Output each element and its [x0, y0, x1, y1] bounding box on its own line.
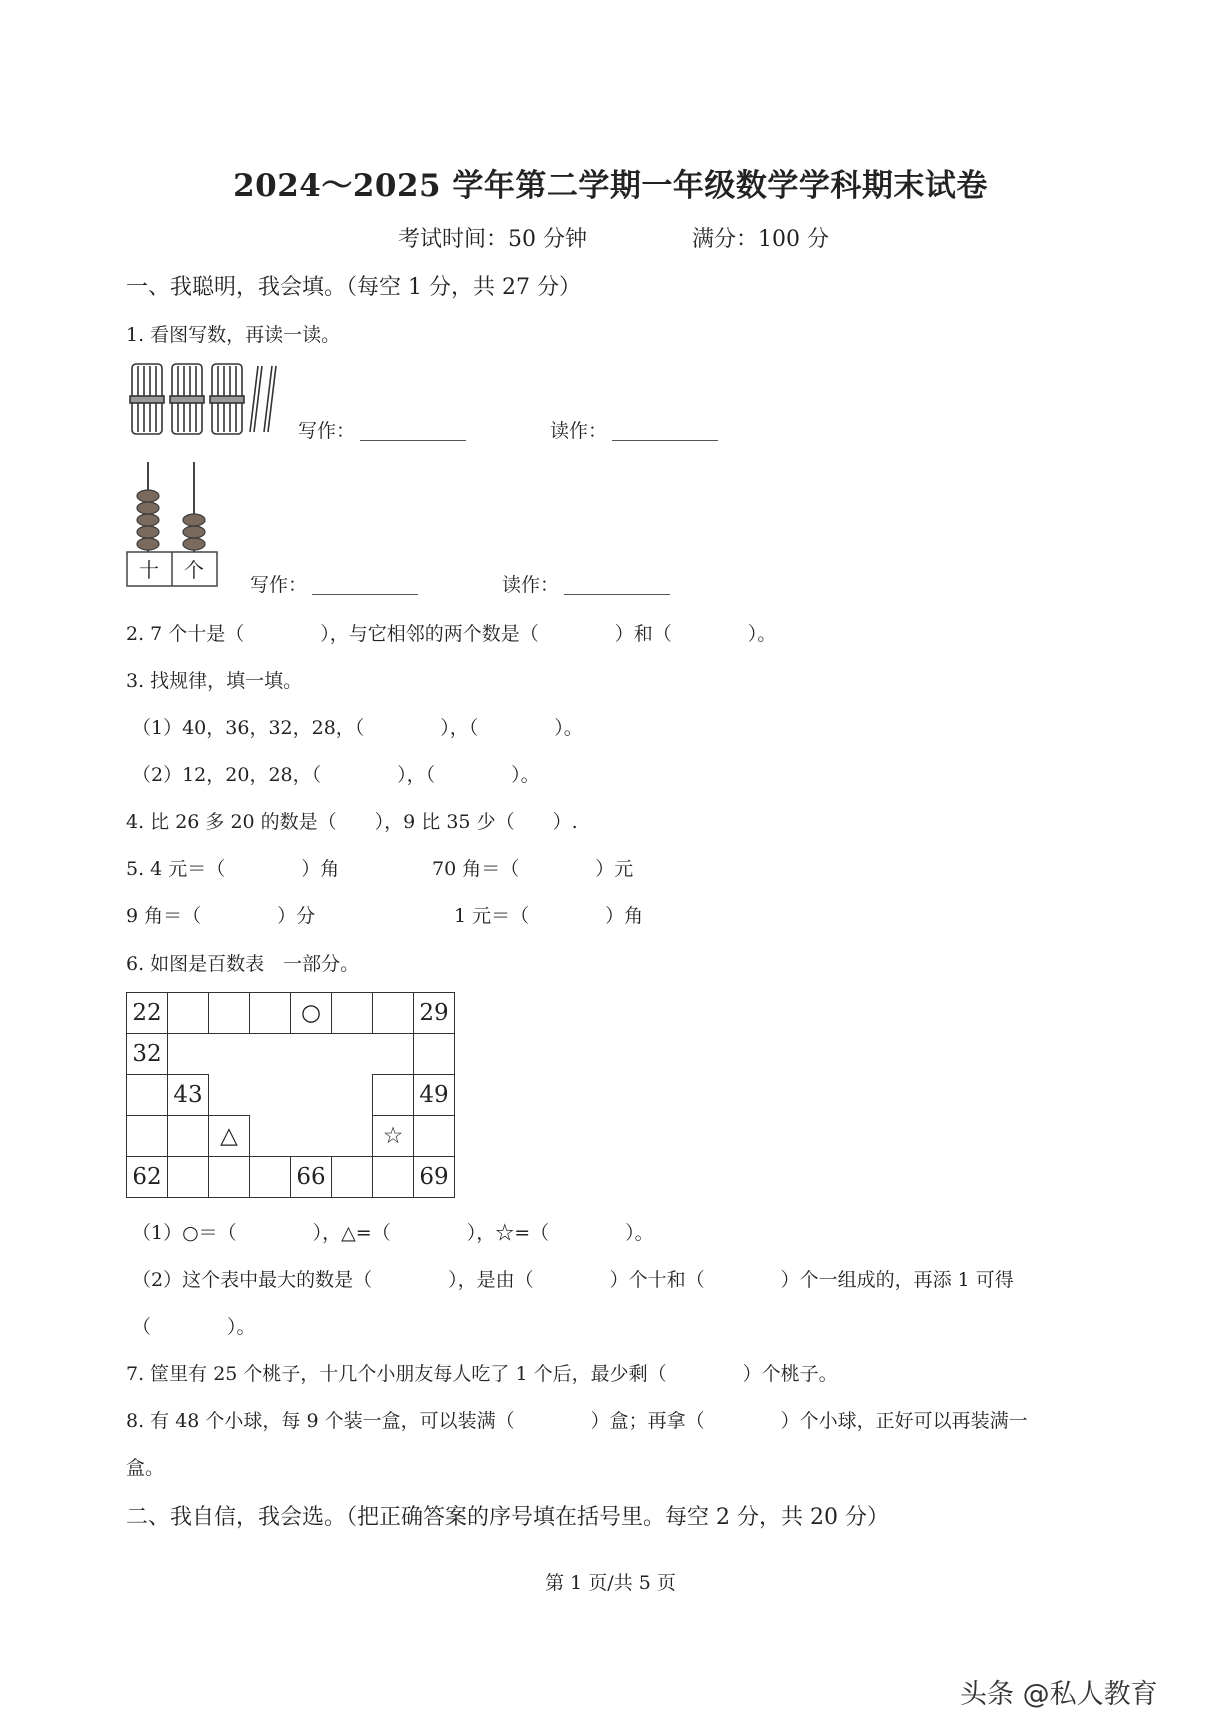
grid-cell: ○ — [291, 993, 332, 1034]
full-marks: 满分：100 分 — [692, 227, 829, 252]
grid-cell — [127, 1116, 168, 1157]
grid-cell: 32 — [127, 1034, 168, 1075]
abacus-image — [126, 458, 220, 590]
counting-sticks-image — [126, 360, 306, 440]
q1a-write-blank[interactable] — [360, 420, 466, 441]
question-3-part-1: （1）40，36，32，28，（ ），（ ）。 — [132, 717, 583, 739]
grid-cell — [373, 1157, 414, 1198]
grid-cell — [250, 1116, 291, 1157]
grid-cell: 29 — [414, 993, 455, 1034]
grid-cell — [414, 1034, 455, 1075]
question-4: 4. 比 26 多 20 的数是（ ），9 比 35 少（ ）. — [126, 811, 578, 833]
q1b-write-blank[interactable] — [312, 574, 418, 595]
question-6-part-2: （2）这个表中最大的数是（ ），是由（ ）个十和（ ）个一组成的，再添 1 可得 — [132, 1269, 1014, 1291]
question-6-part-1: （1）○＝（ ），△=（ ），☆=（ ）。 — [132, 1222, 654, 1244]
grid-cell — [209, 1075, 250, 1116]
q1a-read-label: 读作： — [550, 420, 608, 442]
question-5a: 5. 4 元＝（ ）角 — [126, 858, 340, 880]
grid-cell — [127, 1075, 168, 1116]
grid-cell: △ — [209, 1116, 250, 1157]
grid-cell — [168, 1157, 209, 1198]
abacus-tens-label: 十 — [139, 558, 159, 582]
question-3: 3. 找规律，填一填。 — [126, 670, 303, 692]
grid-cell: 66 — [291, 1157, 332, 1198]
grid-cell — [291, 1034, 332, 1075]
grid-cell — [209, 1157, 250, 1198]
grid-cell: ☆ — [373, 1116, 414, 1157]
question-5c: 9 角＝（ ）分 — [126, 905, 316, 927]
grid-row — [127, 1034, 455, 1075]
question-2: 2. 7 个十是（ ），与它相邻的两个数是（ ）和（ ）。 — [126, 623, 777, 645]
grid-cell — [168, 1116, 209, 1157]
question-6-part-2-cont: （ ）。 — [132, 1316, 256, 1338]
grid-cell — [291, 1075, 332, 1116]
page-footer: 第 1 页/共 5 页 — [545, 1572, 676, 1594]
question-1: 1. 看图写数，再读一读。 — [126, 324, 341, 346]
grid-cell — [414, 1116, 455, 1157]
grid-cell — [332, 1116, 373, 1157]
watermark: 头条 @私人教育 — [960, 1679, 1158, 1710]
q1b-read-blank[interactable] — [564, 574, 670, 595]
grid-cell: 69 — [414, 1157, 455, 1198]
question-7: 7. 筐里有 25 个桃子，十几个小朋友每人吃了 1 个后，最少剩（ ）个桃子。 — [126, 1363, 838, 1385]
grid-cell — [168, 1034, 209, 1075]
q1a-write-label: 写作： — [298, 420, 356, 442]
grid-cell: 49 — [414, 1075, 455, 1116]
grid-cell — [250, 993, 291, 1034]
question-8: 8. 有 48 个小球，每 9 个装一盒，可以装满（ ）盒；再拿（ ）个小球，正好可以再装满一 — [126, 1410, 1028, 1432]
question-5d: 1 元＝（ ）角 — [454, 905, 644, 927]
grid-cell — [373, 1034, 414, 1075]
grid-cell — [332, 993, 373, 1034]
grid-cell — [250, 1034, 291, 1075]
grid-row — [127, 1157, 455, 1198]
grid-cell — [332, 1075, 373, 1116]
grid-cell — [332, 1157, 373, 1198]
grid-row — [127, 1075, 455, 1116]
grid-cell — [209, 1034, 250, 1075]
hundred-chart-grid — [126, 992, 455, 1198]
grid-cell: 43 — [168, 1075, 209, 1116]
question-6: 6. 如图是百数表 一部分。 — [126, 953, 360, 975]
grid-cell — [332, 1034, 373, 1075]
grid-cell — [209, 993, 250, 1034]
grid-cell — [373, 1075, 414, 1116]
grid-cell: 62 — [127, 1157, 168, 1198]
abacus-ones-label: 个 — [184, 558, 204, 582]
q1a-read-blank[interactable] — [612, 420, 718, 441]
exam-time: 考试时间：50 分钟 — [398, 227, 587, 252]
section-2-heading: 二、我自信，我会选。（把正确答案的序号填在括号里。每空 2 分，共 20 分） — [126, 1505, 889, 1530]
section-1-heading: 一、我聪明，我会填。（每空 1 分，共 27 分） — [126, 275, 581, 300]
q1b-write-label: 写作： — [250, 574, 308, 596]
grid-cell: 22 — [127, 993, 168, 1034]
grid-cell — [250, 1157, 291, 1198]
grid-cell — [373, 993, 414, 1034]
q1b-read-label: 读作： — [502, 574, 560, 596]
question-3-part-2: （2）12，20，28，（ ），（ ）。 — [132, 764, 540, 786]
exam-title: 2024～2025 学年第二学期一年级数学学科期末试卷 — [233, 168, 988, 204]
grid-row — [127, 1116, 455, 1157]
grid-cell — [168, 993, 209, 1034]
grid-cell — [250, 1075, 291, 1116]
grid-row — [127, 993, 455, 1034]
grid-cell — [291, 1116, 332, 1157]
question-8-cont: 盒。 — [126, 1457, 165, 1479]
question-5b: 70 角＝（ ）元 — [432, 858, 634, 880]
